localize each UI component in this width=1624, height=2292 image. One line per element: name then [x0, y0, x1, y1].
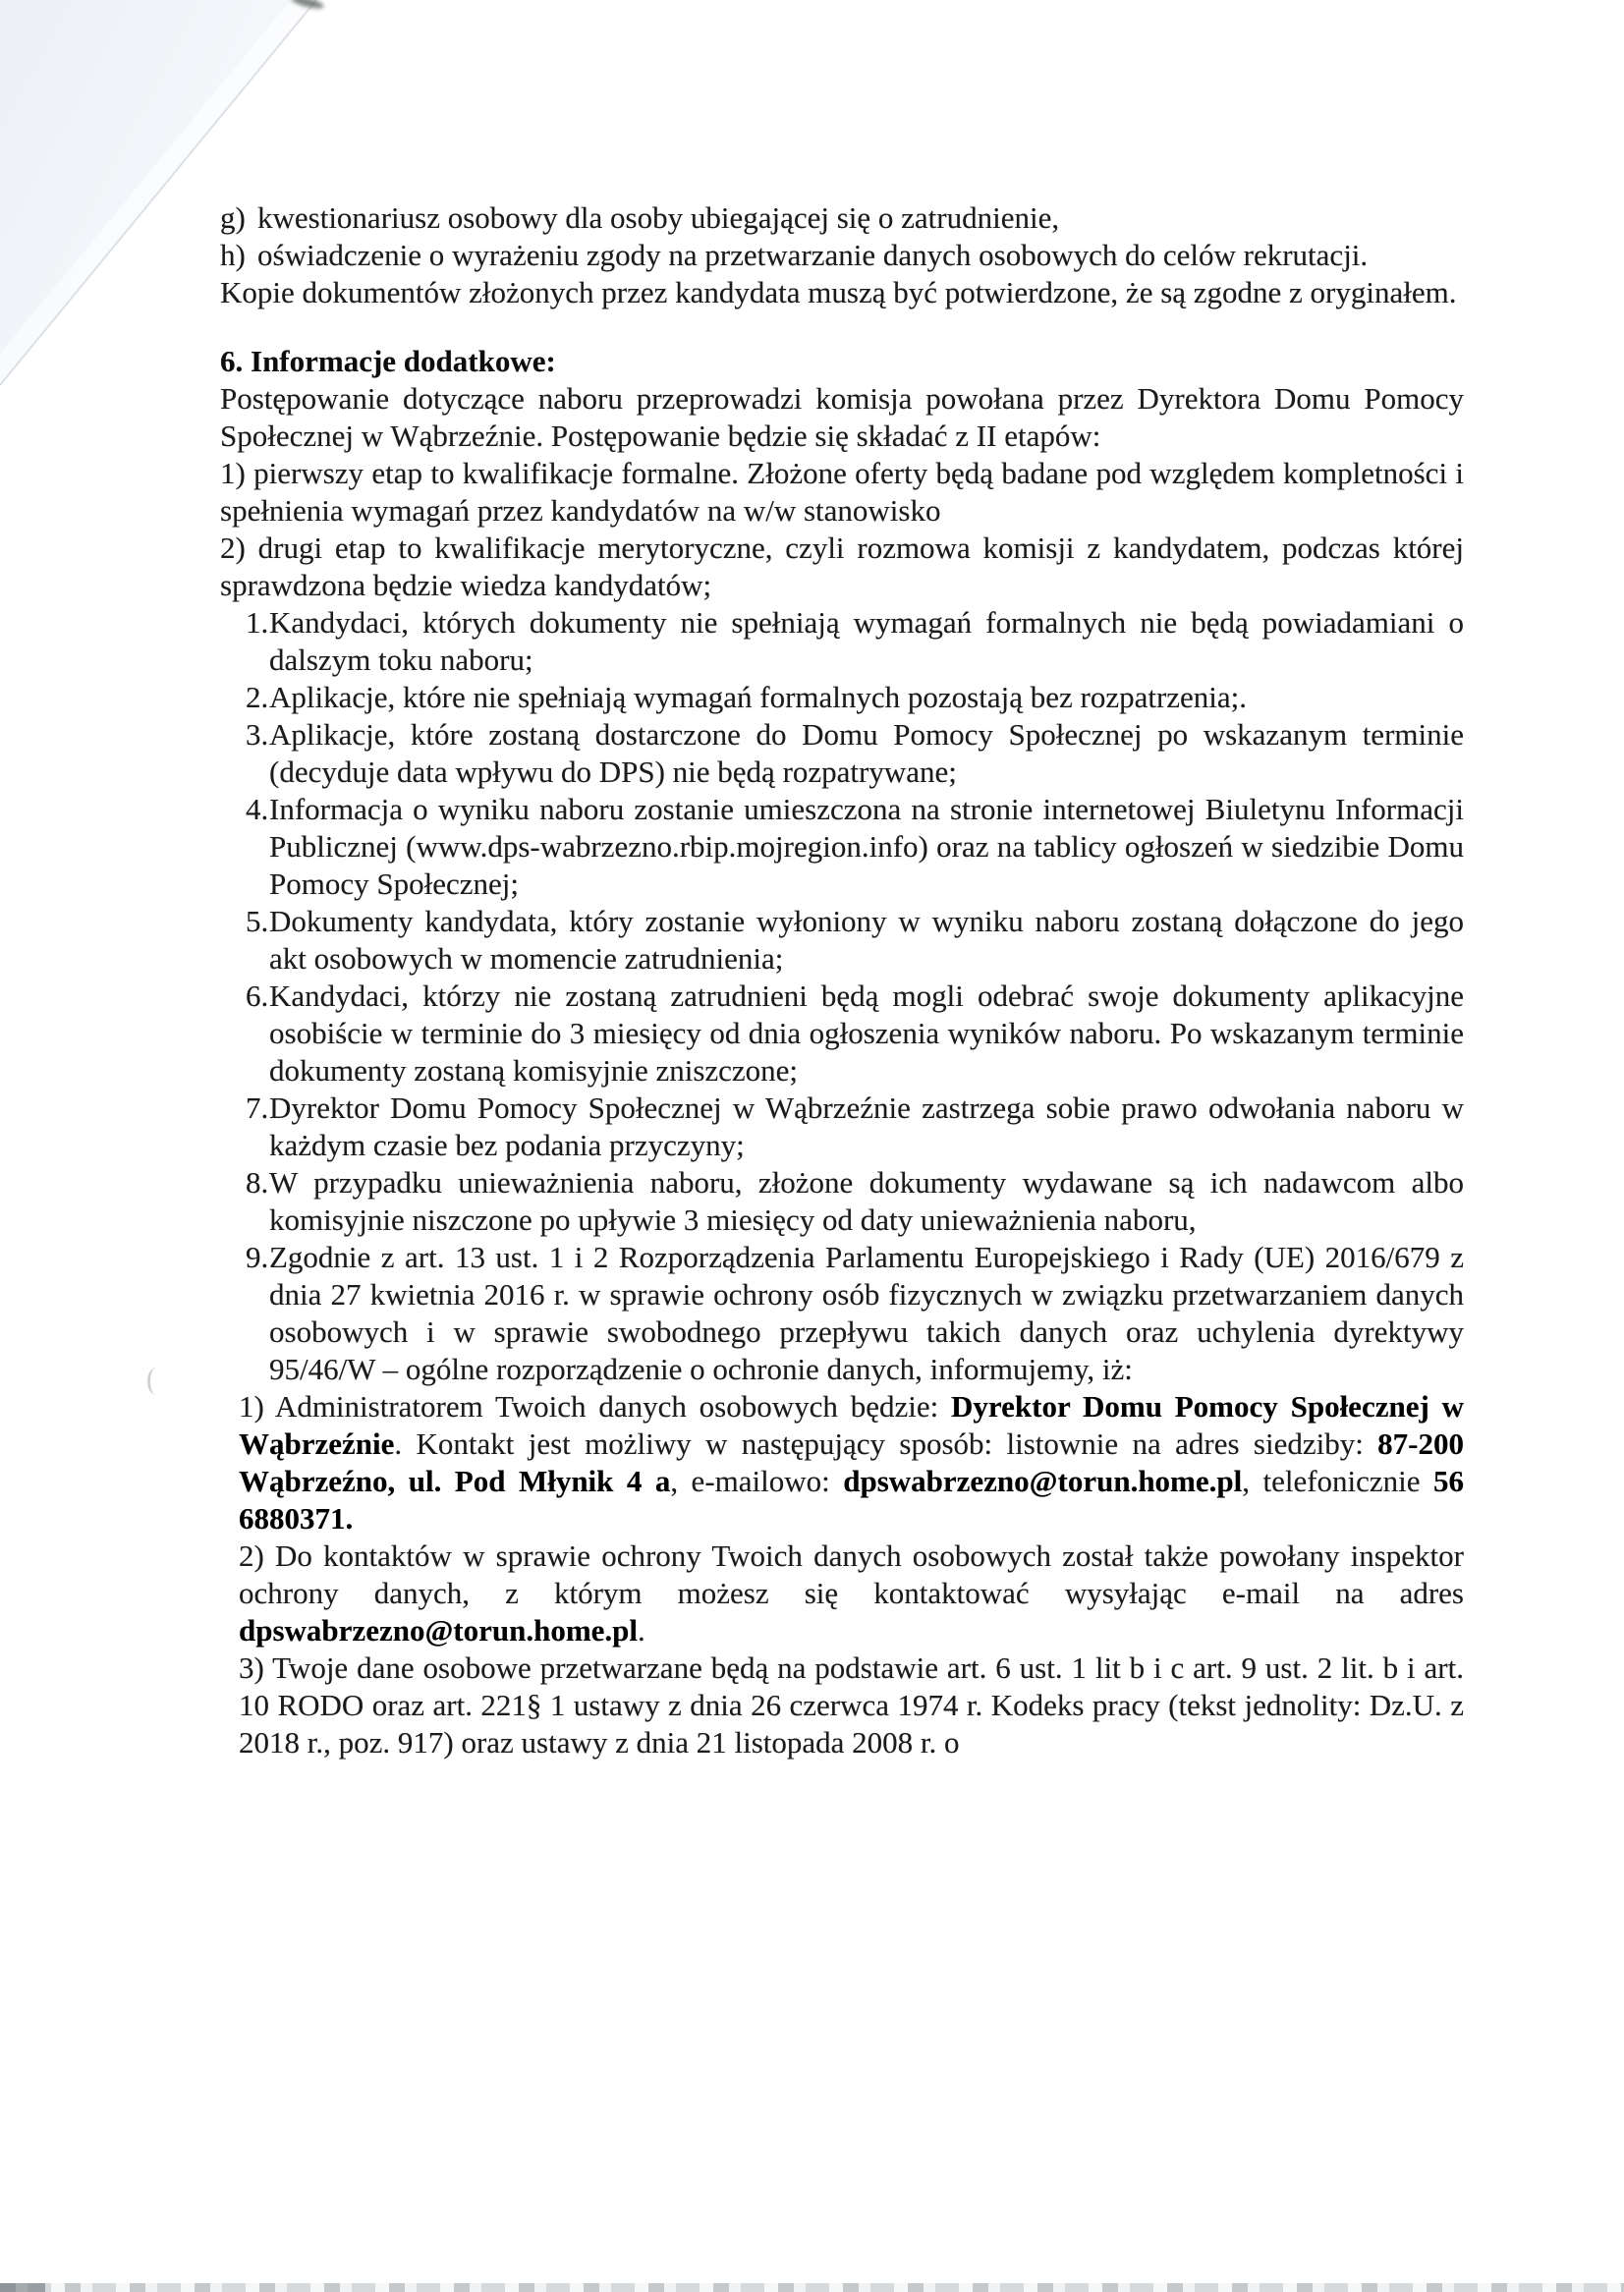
numbered-item	[246, 1090, 1464, 1164]
scan-edge-strip	[0, 2283, 1624, 2292]
letter-item-text: kwestionariusz osobowy dla osoby ubiegającej się o zatrudnienie,	[257, 200, 1060, 235]
numbered-item-marker: 4.	[246, 792, 269, 826]
numbered-item	[246, 978, 1464, 1090]
numbered-item-marker: 6.	[246, 978, 269, 1013]
numbered-item-text: Aplikacje, które nie spełniają wymagań formalnych pozostają bez rozpatrzenia;.	[269, 680, 1248, 714]
document-body	[220, 199, 1464, 1761]
numbered-item	[246, 1239, 1464, 1388]
letter-list	[220, 199, 1464, 274]
numbered-item-text: Dokumenty kandydata, który zostanie wyłoniony w wyniku naboru zostaną dołączone do jego akt osobowych w momencie zatrudnienia;	[269, 904, 1464, 976]
paragraph-etap-1: 1) pierwszy etap to kwalifikacje formalne. Złożone oferty będą badane pod względem kompletności i spełnienia wymagań przez kandydatów na w/w stanowisko	[220, 456, 1464, 528]
numbered-item-text: Zgodnie z art. 13 ust. 1 i 2 Rozporządzenia Parlamentu Europejskiego i Rady (UE) 2016/679 z dnia 27 kwietnia 2016 r. w sprawie ochrony osób fizycznych w związku przetwarzaniem danych osobowych i w sprawie swobodnego przepływu takich danych oraz uchylenia dyrektywy 95/46/W – ogólne rozporządzenie o ochronie danych, informujemy, iż:	[269, 1240, 1464, 1386]
numbered-item-marker: 2.	[246, 680, 269, 714]
stray-pencil-mark	[147, 1368, 162, 1395]
numbered-item	[246, 791, 1464, 903]
rodo-paragraph: 2) Do kontaktów w sprawie ochrony Twoich danych osobowych został także powołany inspektor ochrony danych, z którym możesz się kontaktować wysyłając e-mail na adres dpswabrzezno@torun.home.pl.	[239, 1538, 1464, 1648]
letter-item-text: oświadczenie o wyrażeniu zgody na przetwarzanie danych osobowych do celów rekrutacji.	[257, 238, 1369, 272]
paragraph-postepowanie: Postępowanie dotyczące naboru przeprowadzi komisja powołana przez Dyrektora Domu Pomocy Społecznej w Wąbrzeźnie. Postępowanie będzie się składać z II etapów:	[220, 381, 1464, 453]
numbered-item-text: W przypadku unieważnienia naboru, złożone dokumenty wydawane są ich nadawcom albo komisyjnie niszczone po upływie 3 miesięcy od daty unieważnienia naboru,	[269, 1165, 1464, 1237]
numbered-item-text: Kandydaci, którzy nie zostaną zatrudnieni będą mogli odebrać swoje dokumenty aplikacyjne osobiście w terminie do 3 miesięcy od dnia ogłoszenia wyników naboru. Po wskazanym terminie dokumenty zostaną komisyjnie zniszczone;	[269, 978, 1464, 1088]
numbered-item	[246, 679, 1464, 716]
letter-item-marker: h)	[220, 238, 246, 272]
numbered-item	[246, 716, 1464, 791]
numbered-item	[246, 1164, 1464, 1239]
numbered-item-marker: 5.	[246, 904, 269, 938]
letter-item	[220, 237, 1464, 274]
numbered-item	[246, 903, 1464, 978]
letter-item	[220, 199, 1464, 237]
numbered-item-marker: 1.	[246, 605, 269, 640]
numbered-item	[246, 604, 1464, 679]
rodo-paragraph: 3) Twoje dane osobowe przetwarzane będą na podstawie art. 6 ust. 1 lit b i c art. 9 ust. 2 lit. b i art. 10 RODO oraz art. 221§ 1 ustawy z dnia 26 czerwca 1974 r. Kodeks pracy (tekst jednolity: Dz.U. z 2018 r., poz. 917) oraz ustawy z dnia 21 listopada 2008 r. o	[239, 1650, 1464, 1760]
rodo-section	[239, 1388, 1464, 1761]
numbered-item-text: Aplikacje, które zostaną dostarczone do Domu Pomocy Społecznej po wskazanym terminie (decyduje data wpływu do DPS) nie będą rozpatrywane;	[269, 717, 1464, 789]
numbered-item-marker: 9.	[246, 1240, 269, 1274]
numbered-item-text: Informacja o wyniku naboru zostanie umieszczona na stronie internetowej Biuletynu Informacji Publicznej (www.dps-wabrzezno.rbip.mojregion.info) oraz na tablicy ogłoszeń w siedzibie Domu Pomocy Społecznej;	[269, 792, 1464, 901]
paragraph-kopie: Kopie dokumentów złożonych przez kandydata muszą być potwierdzone, że są zgodne z oryginałem.	[220, 275, 1457, 309]
numbered-item-text: Dyrektor Domu Pomocy Społecznej w Wąbrzeźnie zastrzega sobie prawo odwołania naboru w każdym czasie bez podania przyczyny;	[269, 1090, 1464, 1162]
numbered-item-marker: 8.	[246, 1165, 269, 1200]
numbered-list	[246, 604, 1464, 1388]
rodo-paragraph: 1) Administratorem Twoich danych osobowych będzie: Dyrektor Domu Pomocy Społecznej w Wąbrzeźnie. Kontakt jest możliwy w następujący sposób: listownie na adres siedziby: 87-200 Wąbrzeźno, ul. Pod Młynik 4 a, e-mailowo: dpswabrzezno@torun.home.pl, telefonicznie 56 6880371.	[239, 1389, 1465, 1536]
numbered-item-marker: 7.	[246, 1090, 269, 1125]
letter-item-marker: g)	[220, 200, 246, 235]
paragraph-etap-2: 2) drugi etap to kwalifikacje merytoryczne, czyli rozmowa komisji z kandydatem, podczas której sprawdzona będzie wiedza kandydatów;	[220, 531, 1464, 602]
numbered-item-marker: 3.	[246, 717, 269, 752]
section-heading: 6. Informacje dodatkowe:	[220, 344, 556, 378]
numbered-item-text: Kandydaci, których dokumenty nie spełniają wymagań formalnych nie będą powiadamiani o dalszym toku naboru;	[269, 605, 1464, 677]
